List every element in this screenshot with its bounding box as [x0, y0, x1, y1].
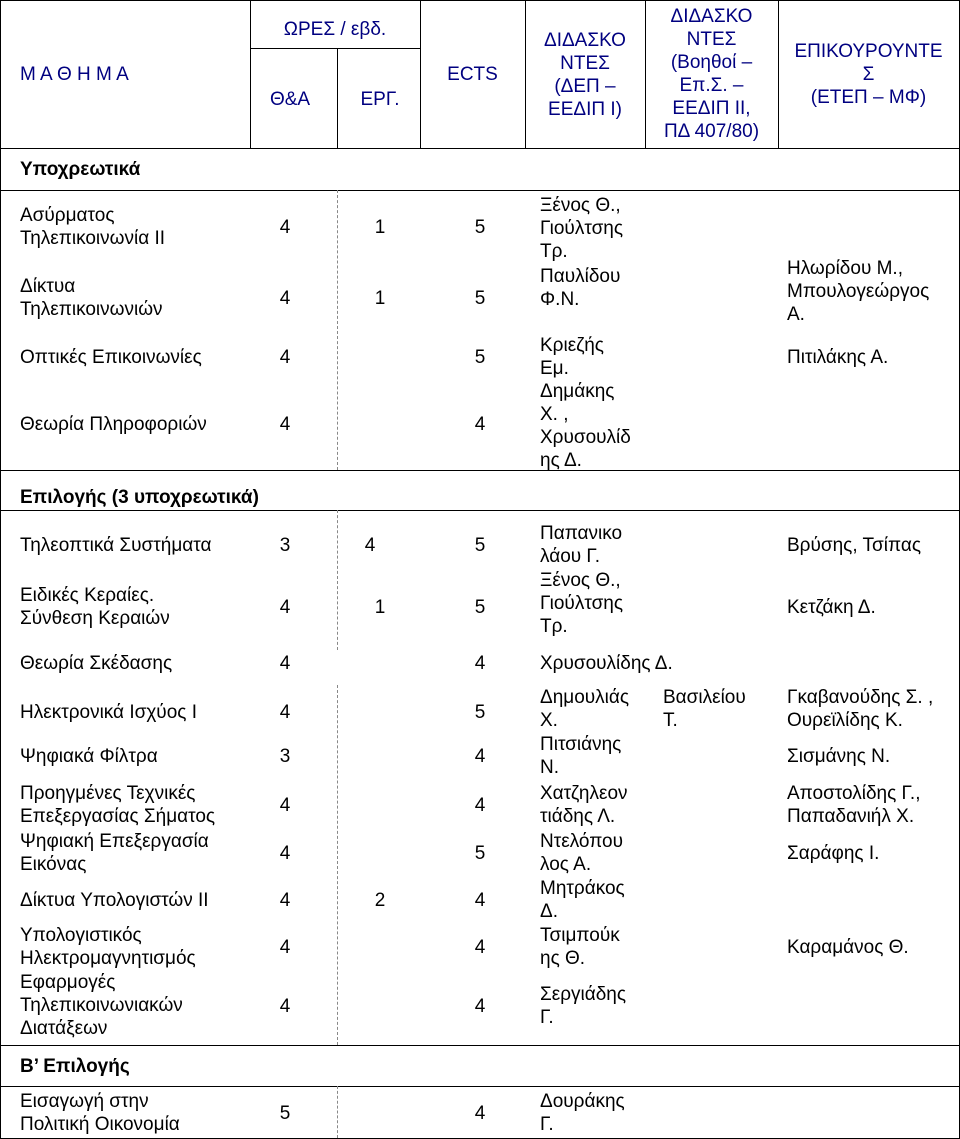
ects-value: 4 [474, 795, 486, 816]
course-name-line: Εφαρμογές [20, 972, 116, 993]
section-b-elective: Β’ Επιλογής [20, 1056, 130, 1077]
hours-theory: 4 [279, 890, 291, 911]
instructor-names [540, 983, 626, 1029]
instructor-names [540, 334, 604, 380]
hours-theory: 4 [279, 597, 291, 618]
supporting-staff-names [787, 745, 890, 768]
section-divider-2 [0, 470, 960, 471]
header-instructors: ΔΙΔΑΣΚΟ ΝΤΕΣ (ΔΕΠ – ΕΕΔΙΠ Ι) [544, 30, 626, 120]
hours-theory: 4 [279, 702, 291, 723]
assistant-names [663, 686, 746, 732]
supporting-staff-line: Γκαβανούδης Σ. , [787, 687, 934, 708]
hours-lab: 1 [374, 217, 386, 238]
dashed-divider-c [337, 685, 338, 1045]
course-name [20, 413, 207, 436]
hours-theory: 3 [279, 746, 291, 767]
supporting-staff-line: Πιτιλάκης Α. [787, 347, 889, 368]
header-ects: ECTS [447, 64, 498, 85]
instructor-names [540, 782, 628, 828]
assistant-line: Τ. [663, 710, 678, 731]
table-top-border [0, 0, 960, 1]
instructor-line: Δημουλιάς [540, 687, 630, 708]
instructor-line: Χ. , [540, 404, 569, 425]
course-name-line: Τηλεοπτικά Συστήματα [20, 535, 212, 556]
section-mandatory: Υποχρεωτικά [20, 159, 141, 180]
instructor-line: Κριεζής [540, 335, 604, 356]
header-subject: Μ Α Θ Η Μ Α [20, 64, 129, 85]
instructor-line: Γ. [540, 1114, 554, 1135]
supporting-staff-line: Καραμάνος Θ. [787, 937, 909, 958]
instructor-line: Ξένος Θ., [540, 570, 621, 591]
instructor-line: Τσιμπούκ [540, 925, 620, 946]
course-name [20, 1090, 180, 1136]
course-name-line: Εισαγωγή στην [20, 1091, 149, 1112]
instructor-names [540, 194, 623, 263]
table-left-border [0, 0, 1, 1139]
ects-value: 4 [474, 653, 486, 674]
instructor-names [540, 733, 621, 779]
course-name-line: Ψηφιακή Επεξεργασία [20, 831, 209, 852]
course-name [20, 830, 209, 876]
instructor-names [540, 569, 623, 638]
instructor-names [540, 380, 631, 472]
section-divider-3 [0, 510, 960, 511]
course-name-line: Δίκτυα [20, 276, 76, 297]
instructor-line: Γιούλτσης [540, 218, 624, 239]
course-name [20, 534, 212, 557]
course-name-line: Διατάξεων [20, 1018, 108, 1039]
hours-lab: 4 [364, 535, 376, 556]
ects-value: 5 [474, 597, 486, 618]
instructor-names [540, 686, 629, 732]
header-assistants: ΔΙΔΑΣΚΟ ΝΤΕΣ (Βοηθοί – Επ.Σ. – ΕΕΔΙΠ ΙΙ, ΠΔ 407/80) [663, 6, 760, 142]
header-theory-lab: Θ&Α [269, 89, 311, 110]
supporting-staff-names [787, 842, 879, 865]
hours-theory: 4 [279, 937, 291, 958]
instructor-names [540, 830, 623, 876]
ects-value: 5 [474, 347, 486, 368]
header-lab: ΕΡΓ. [360, 89, 400, 110]
supporting-staff-line: Σισμάνης Ν. [787, 746, 891, 767]
course-name-line: Ψηφιακά Φίλτρα [20, 746, 158, 767]
course-name-line: Ηλεκτρομαγνητισμός [20, 948, 196, 969]
instructor-line: Ντελόπου [540, 831, 624, 852]
instructor-line: ης Δ. [540, 450, 582, 471]
instructor-line: τιάδης Λ. [540, 806, 616, 827]
course-name [20, 889, 209, 912]
instructor-line: Δουράκης [540, 1091, 625, 1112]
supporting-staff-names [787, 346, 888, 369]
course-name [20, 275, 163, 321]
course-name-line: Ειδικές Κεραίες. [20, 585, 155, 606]
ects-value: 5 [474, 702, 486, 723]
ects-value: 5 [474, 288, 486, 309]
instructor-names [540, 522, 622, 568]
course-name-line: Τηλεπικοινωνία ΙΙ [20, 228, 166, 249]
supporting-staff-names [787, 782, 920, 828]
course-name-line: Θεωρία Σκέδασης [20, 653, 173, 674]
supporting-staff-names [787, 596, 876, 619]
instructor-line: Σεργιάδης [540, 984, 627, 1005]
instructor-line: ης Θ. [540, 948, 586, 969]
course-name [20, 204, 165, 250]
instructor-line: Πιτσιάνης [540, 734, 622, 755]
header-supporting: ΕΠΙΚΟΥΡΟΥΝΤΕ Σ (ΕΤΕΠ – ΜΦ) [794, 41, 943, 108]
supporting-staff-line: Κετζάκη Δ. [787, 597, 876, 618]
dashed-divider-a [337, 190, 338, 470]
instructor-line: Δ. [540, 901, 558, 922]
instructor-names [540, 652, 673, 675]
course-name-line: Προηγμένες Τεχνικές [20, 783, 196, 804]
hours-theory: 4 [279, 217, 291, 238]
course-name [20, 584, 170, 630]
instructor-line: Χρυσουλίδης Δ. [540, 653, 673, 674]
hours-theory: 4 [279, 795, 291, 816]
ects-value: 5 [474, 217, 486, 238]
ects-value: 4 [474, 1103, 486, 1124]
instructor-line: Παυλίδου [540, 266, 621, 287]
course-name [20, 745, 158, 768]
hours-theory: 4 [279, 996, 291, 1017]
course-name-line: Ασύρματος [20, 205, 115, 226]
supporting-staff-line: Α. [787, 304, 805, 325]
instructor-line: Χ. [540, 710, 558, 731]
supporting-staff-line: Μπουλογεώργος [787, 281, 930, 302]
ects-value: 4 [474, 890, 486, 911]
section-divider-4 [0, 1045, 960, 1046]
course-name [20, 782, 215, 828]
instructor-names [540, 265, 620, 311]
instructor-names [540, 877, 625, 923]
ects-value: 4 [474, 414, 486, 435]
course-name-line: Επεξεργασίας Σήματος [20, 806, 216, 827]
instructor-line: Ξένος Θ., [540, 195, 621, 216]
hours-theory: 4 [279, 653, 291, 674]
hours-theory: 3 [279, 535, 291, 556]
header-bottom-border [0, 148, 960, 149]
instructor-line: Ν. [540, 757, 559, 778]
course-name-line: Τηλεπικοινωνιών [20, 299, 163, 320]
course-name-line: Θεωρία Πληροφοριών [20, 414, 207, 435]
course-name-line: Υπολογιστικός [20, 925, 142, 946]
section-elective: Επιλογής (3 υποχρεωτικά) [20, 487, 259, 508]
course-name-line: Οπτικές Επικοινωνίες [20, 347, 202, 368]
course-name-line: Ηλεκτρονικά Ισχύος Ι [20, 702, 197, 723]
hours-lab: 1 [374, 597, 386, 618]
instructor-line: Παπανικο [540, 523, 623, 544]
supporting-staff-line: Σαράφης Ι. [787, 843, 880, 864]
instructor-line: Γ. [540, 1007, 554, 1028]
supporting-staff-line: Ηλωρίδου Μ., [787, 258, 903, 279]
dashed-divider-b [337, 510, 338, 650]
instructor-names [540, 1090, 625, 1136]
hours-subdivider [337, 48, 338, 148]
course-name-line: Δίκτυα Υπολογιστών ΙΙ [20, 890, 209, 911]
course-name [20, 971, 183, 1040]
instructor-line: Χρυσουλίδ [540, 427, 631, 448]
instructor-line: Εμ. [540, 358, 569, 379]
supporting-staff-names [787, 686, 933, 732]
supporting-staff-line: Αποστολίδης Γ., [787, 783, 921, 804]
course-name [20, 652, 172, 675]
hours-lab: 2 [374, 890, 386, 911]
instructor-line: Τρ. [540, 616, 568, 637]
supporting-staff-names [787, 936, 909, 959]
section-divider-5 [0, 1086, 960, 1087]
hours-lab: 1 [374, 288, 386, 309]
supporting-staff-names [787, 257, 929, 326]
course-name [20, 346, 202, 369]
hours-theory: 4 [279, 843, 291, 864]
ects-value: 5 [474, 843, 486, 864]
header-hours: ΩΡΕΣ / εβδ. [283, 19, 387, 40]
hours-theory: 5 [279, 1103, 291, 1124]
instructor-line: Μητράκος [540, 878, 625, 899]
dashed-divider-d [337, 1086, 338, 1138]
ects-value: 4 [474, 937, 486, 958]
hours-theory: 4 [279, 414, 291, 435]
instructor-line: Χατζηλεον [540, 783, 628, 804]
instructor-line: Τρ. [540, 241, 568, 262]
ects-value: 5 [474, 535, 486, 556]
instructor-line: λος Α. [540, 854, 592, 875]
course-name-line: Εικόνας [20, 854, 87, 875]
section-divider-1 [0, 190, 960, 191]
hours-theory: 4 [279, 347, 291, 368]
instructor-line: λάου Γ. [540, 546, 601, 567]
assistant-line: Βασιλείου [663, 687, 746, 708]
instructor-line: Γιούλτσης [540, 593, 624, 614]
course-name [20, 924, 196, 970]
course-name-line: Τηλεπικοινωνιακών [20, 995, 183, 1016]
hours-theory: 4 [279, 288, 291, 309]
course-name-line: Πολιτική Οικονομία [20, 1114, 180, 1135]
ects-value: 4 [474, 746, 486, 767]
instructor-names [540, 924, 620, 970]
instructor-line: Φ.Ν. [540, 289, 580, 310]
supporting-staff-line: Ουρεϊλίδης Κ. [787, 710, 903, 731]
ects-value: 4 [474, 996, 486, 1017]
supporting-staff-line: Παπαδανιήλ Χ. [787, 806, 915, 827]
hours-subheader-line [250, 48, 420, 49]
course-name [20, 701, 197, 724]
supporting-staff-line: Βρύσης, Τσίπας [787, 535, 921, 556]
instructor-line: Δημάκης [540, 381, 615, 402]
supporting-staff-names [787, 534, 921, 557]
course-name-line: Σύνθεση Κεραιών [20, 608, 170, 629]
